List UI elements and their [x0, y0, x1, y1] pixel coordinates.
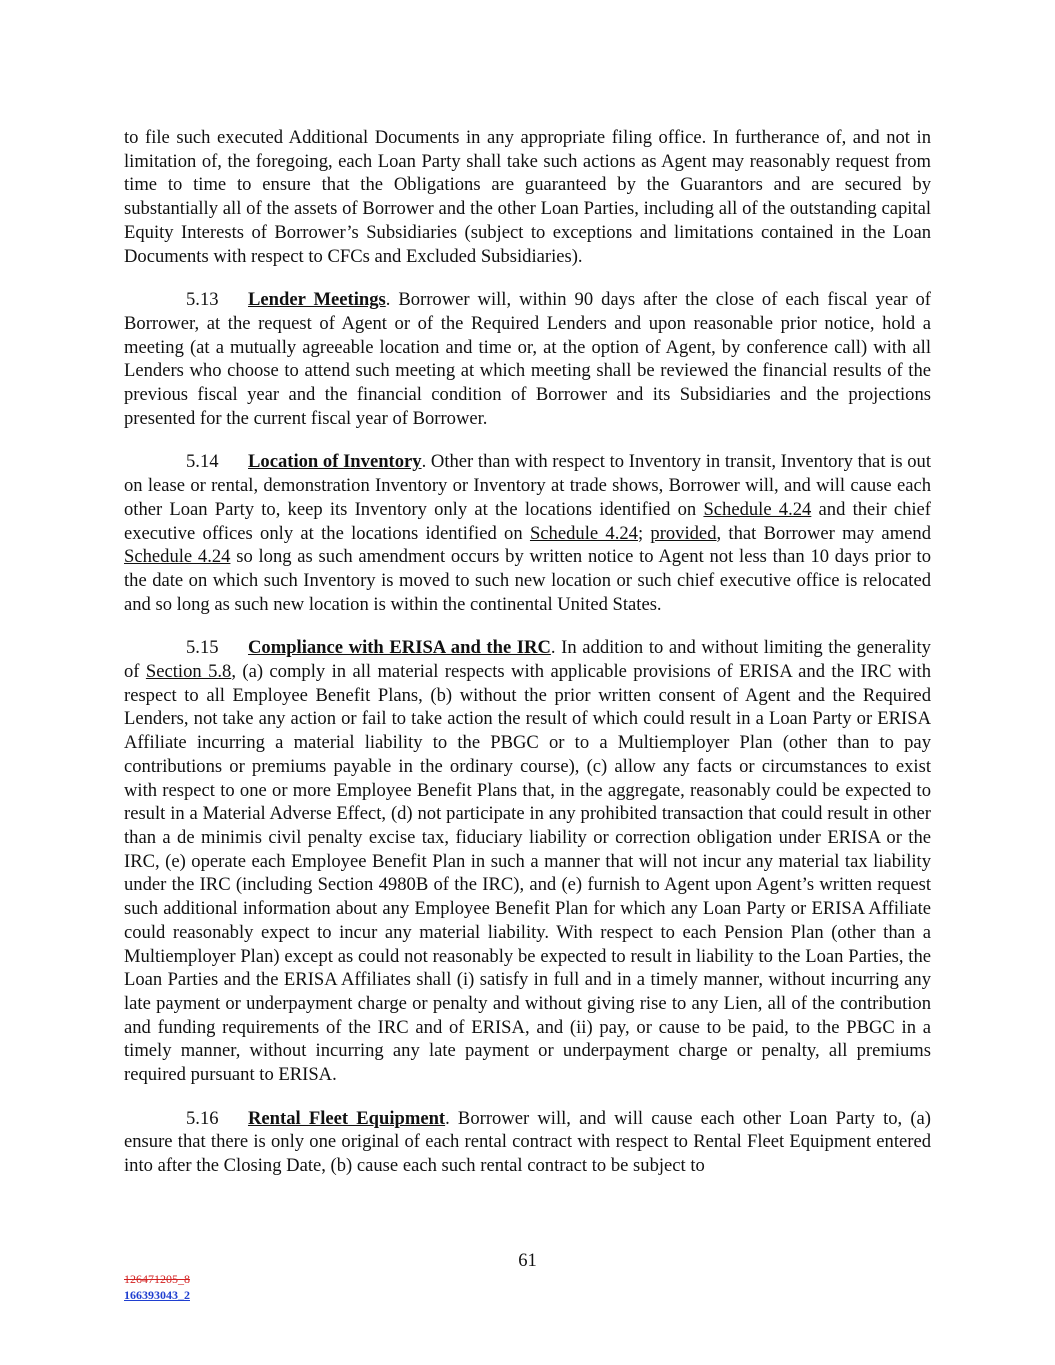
section-body: , (a) comply in all material respects with applicable provisions of ERISA and the IRC with respect to all Employee Benefit Plans, (b) without the prior written consent of Agent and the Required Lenders, not take any action or fail to take action the result of which could result in a Loan Party or ERISA Affiliate incurring a material liability to the PBGC or to a Multiemployer Plan (other than to pay contributions or premiums payable in the ordinary course), (c) allow any facts or circumstances to exist with respect to one or more Employee Benefit Plans that, in the aggregate, reasonably could be expected to result in a Material Adverse Effect, (d) not participate in any prohibited transaction that could result in other than a de minimis civil penalty excise tax, fiduciary liability or correction obligation under ERISA or the IRC, (e) operate each Employee Benefit Plan in such a manner that will not incur any material tax liability under the IRC (including Section 4980B of the IRC), and (e) furnish to Agent upon Agent’s written request such additional information about any Employee Benefit Plan for which any Loan Party or ERISA Affiliate could reasonably expect to incur any material liability. With respect to each Pension Plan (other than a Multiemployer Plan) except as could not reasonably be expected to result in liability to the Loan Parties, the Loan Parties and the ERISA Affiliates shall (i) satisfy in full and in a timely manner, without incurring any late payment or underpayment charge or penalty and without giving rise to any Lien, all of the contribution and funding requirements of the IRC and of ERISA, and (ii) pay, or cause to be paid, to the PBGC in a timely manner, without incurring any late payment or underpayment charge or penalty, all premiums required pursuant to ERISA. [124, 661, 931, 1086]
section-number: 5.16 [186, 1107, 219, 1129]
section-body: . Borrower will, and will cause each other Loan Party to, (a) ensure that there is only one original of each rental contract with respect to Rental Fleet Equipment entered into after the Closing Date, (b) cause each such rental contract to be subject to [124, 1107, 931, 1177]
section-number: 5.13 [186, 289, 219, 311]
section-5-14 [124, 450, 931, 616]
schedule-reference: Schedule 4.24 [124, 546, 231, 568]
paragraph-continuation [124, 126, 931, 268]
schedule-reference: Schedule 4.24 [529, 522, 638, 544]
section-reference: Section 5.8 [145, 661, 232, 683]
section-heading: Rental Fleet Equipment [248, 1107, 446, 1129]
section-body: . Borrower will, within 90 days after the close of each fiscal year of Borrower, at the request of Agent or of the Required Lenders and upon reasonable prior notice, hold a meeting (at a mutually agreeable location and time or, at the option of Agent, by conference call) with all Lenders who choose to attend such meeting at which meeting shall be reviewed the financial results of the previous fiscal year and the financial condition of Borrower and its Subsidiaries and the projections presented for the current fiscal year of Borrower. [124, 289, 931, 429]
section-number: 5.14 [186, 451, 219, 473]
section-body: ; [637, 522, 651, 544]
section-5-13 [124, 288, 931, 430]
section-5-16 [124, 1107, 931, 1178]
page-number: 61 [518, 1250, 537, 1271]
section-heading: Compliance with ERISA and the IRC [248, 637, 551, 659]
section-body: . Other than with respect to Inventory in transit, Inventory that is out on lease or rental, demonstration Inventory or Inventory at trade shows, Borrower will, and will cause each other Loan Party to, keep its Inventory only at the locations identified on [124, 451, 931, 520]
section-body: , that Borrower may amend [716, 522, 931, 544]
section-body: and their chief executive offices only at the locations identified on [124, 498, 931, 544]
section-5-15 [124, 636, 931, 1086]
proviso-term: provided [650, 522, 717, 544]
intro-text: to file such executed Additional Documents in any appropriate filing office. In furtherance of, and not in limitation of, the foregoing, each Loan Party shall take such actions as Agent may reasonably request from time to time to ensure that the Obligations are guaranteed by the Guarantors and are secured by substantially all of the assets of Borrower and the other Loan Parties, including all of the outstanding capital Equity Interests of Borrower’s Subsidiaries (subject to exceptions and limitations contained in the Loan Documents with respect to CFCs and Excluded Subsidiaries). [124, 127, 931, 267]
old-document-id: 126471205_8 [124, 1272, 190, 1286]
document-body [124, 126, 931, 1198]
section-number: 5.15 [186, 637, 219, 659]
section-heading: Location of Inventory [248, 451, 422, 473]
section-body: . In addition to and without limiting the generality of [124, 637, 931, 683]
new-document-id: 166393043_2 [124, 1288, 190, 1302]
document-ids [124, 1271, 190, 1303]
section-heading: Lender Meetings [248, 289, 386, 311]
section-body: so long as such amendment occurs by written notice to Agent not less than 10 days prior to the date on which such Inventory is moved to such new location or such chief executive office is relocated and so long as such new location is within the continental United States. [124, 546, 931, 615]
schedule-reference: Schedule 4.24 [703, 498, 812, 520]
